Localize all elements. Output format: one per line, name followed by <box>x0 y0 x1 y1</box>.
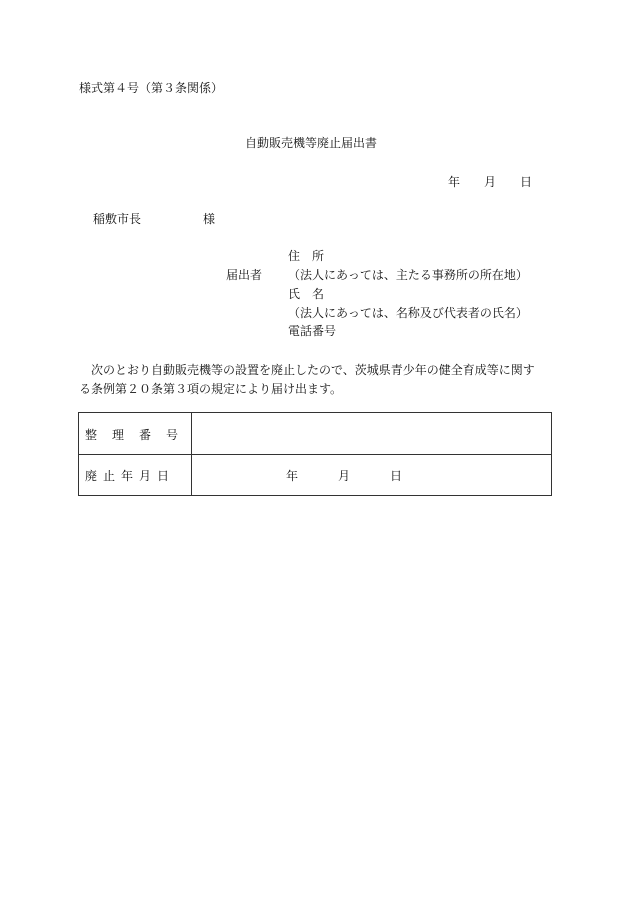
addressee-name: 稲敷市長 <box>93 212 142 226</box>
table-year: 年 <box>286 469 299 483</box>
body-line-1: 次のとおり自動販売機等の設置を廃止したので、茨城県青少年の健全育成等に関す <box>79 363 535 377</box>
reference-number-label: 整理番号 <box>85 428 194 442</box>
record-table <box>78 412 552 496</box>
date-day: 日 <box>520 175 533 189</box>
abolition-date-label: 廃止年月日 <box>85 469 176 483</box>
phone-label: 電話番号 <box>288 324 337 338</box>
name-label: 氏 名 <box>288 287 325 301</box>
date-year: 年 <box>448 175 461 189</box>
addressee <box>93 212 215 226</box>
name-note: （法人にあっては、名称及び代表者の氏名） <box>288 306 528 320</box>
form-number: 様式第４号（第３条関係） <box>79 81 224 95</box>
abolition-date-value <box>286 469 402 483</box>
table-day: 日 <box>390 469 403 483</box>
date-line <box>448 175 532 189</box>
address-label: 住 所 <box>288 249 325 263</box>
body-text <box>79 361 555 399</box>
body-line-2: る条例第２０条第３項の規定により届け出ます。 <box>79 382 343 396</box>
table-row-divider <box>79 454 551 455</box>
applicant-label: 届出者 <box>226 268 263 282</box>
date-month: 月 <box>484 175 497 189</box>
addressee-honorific: 様 <box>203 212 216 226</box>
table-month: 月 <box>338 469 351 483</box>
address-note: （法人にあっては、主たる事務所の所在地） <box>288 268 528 282</box>
document-title: 自動販売機等廃止届出書 <box>245 136 378 150</box>
